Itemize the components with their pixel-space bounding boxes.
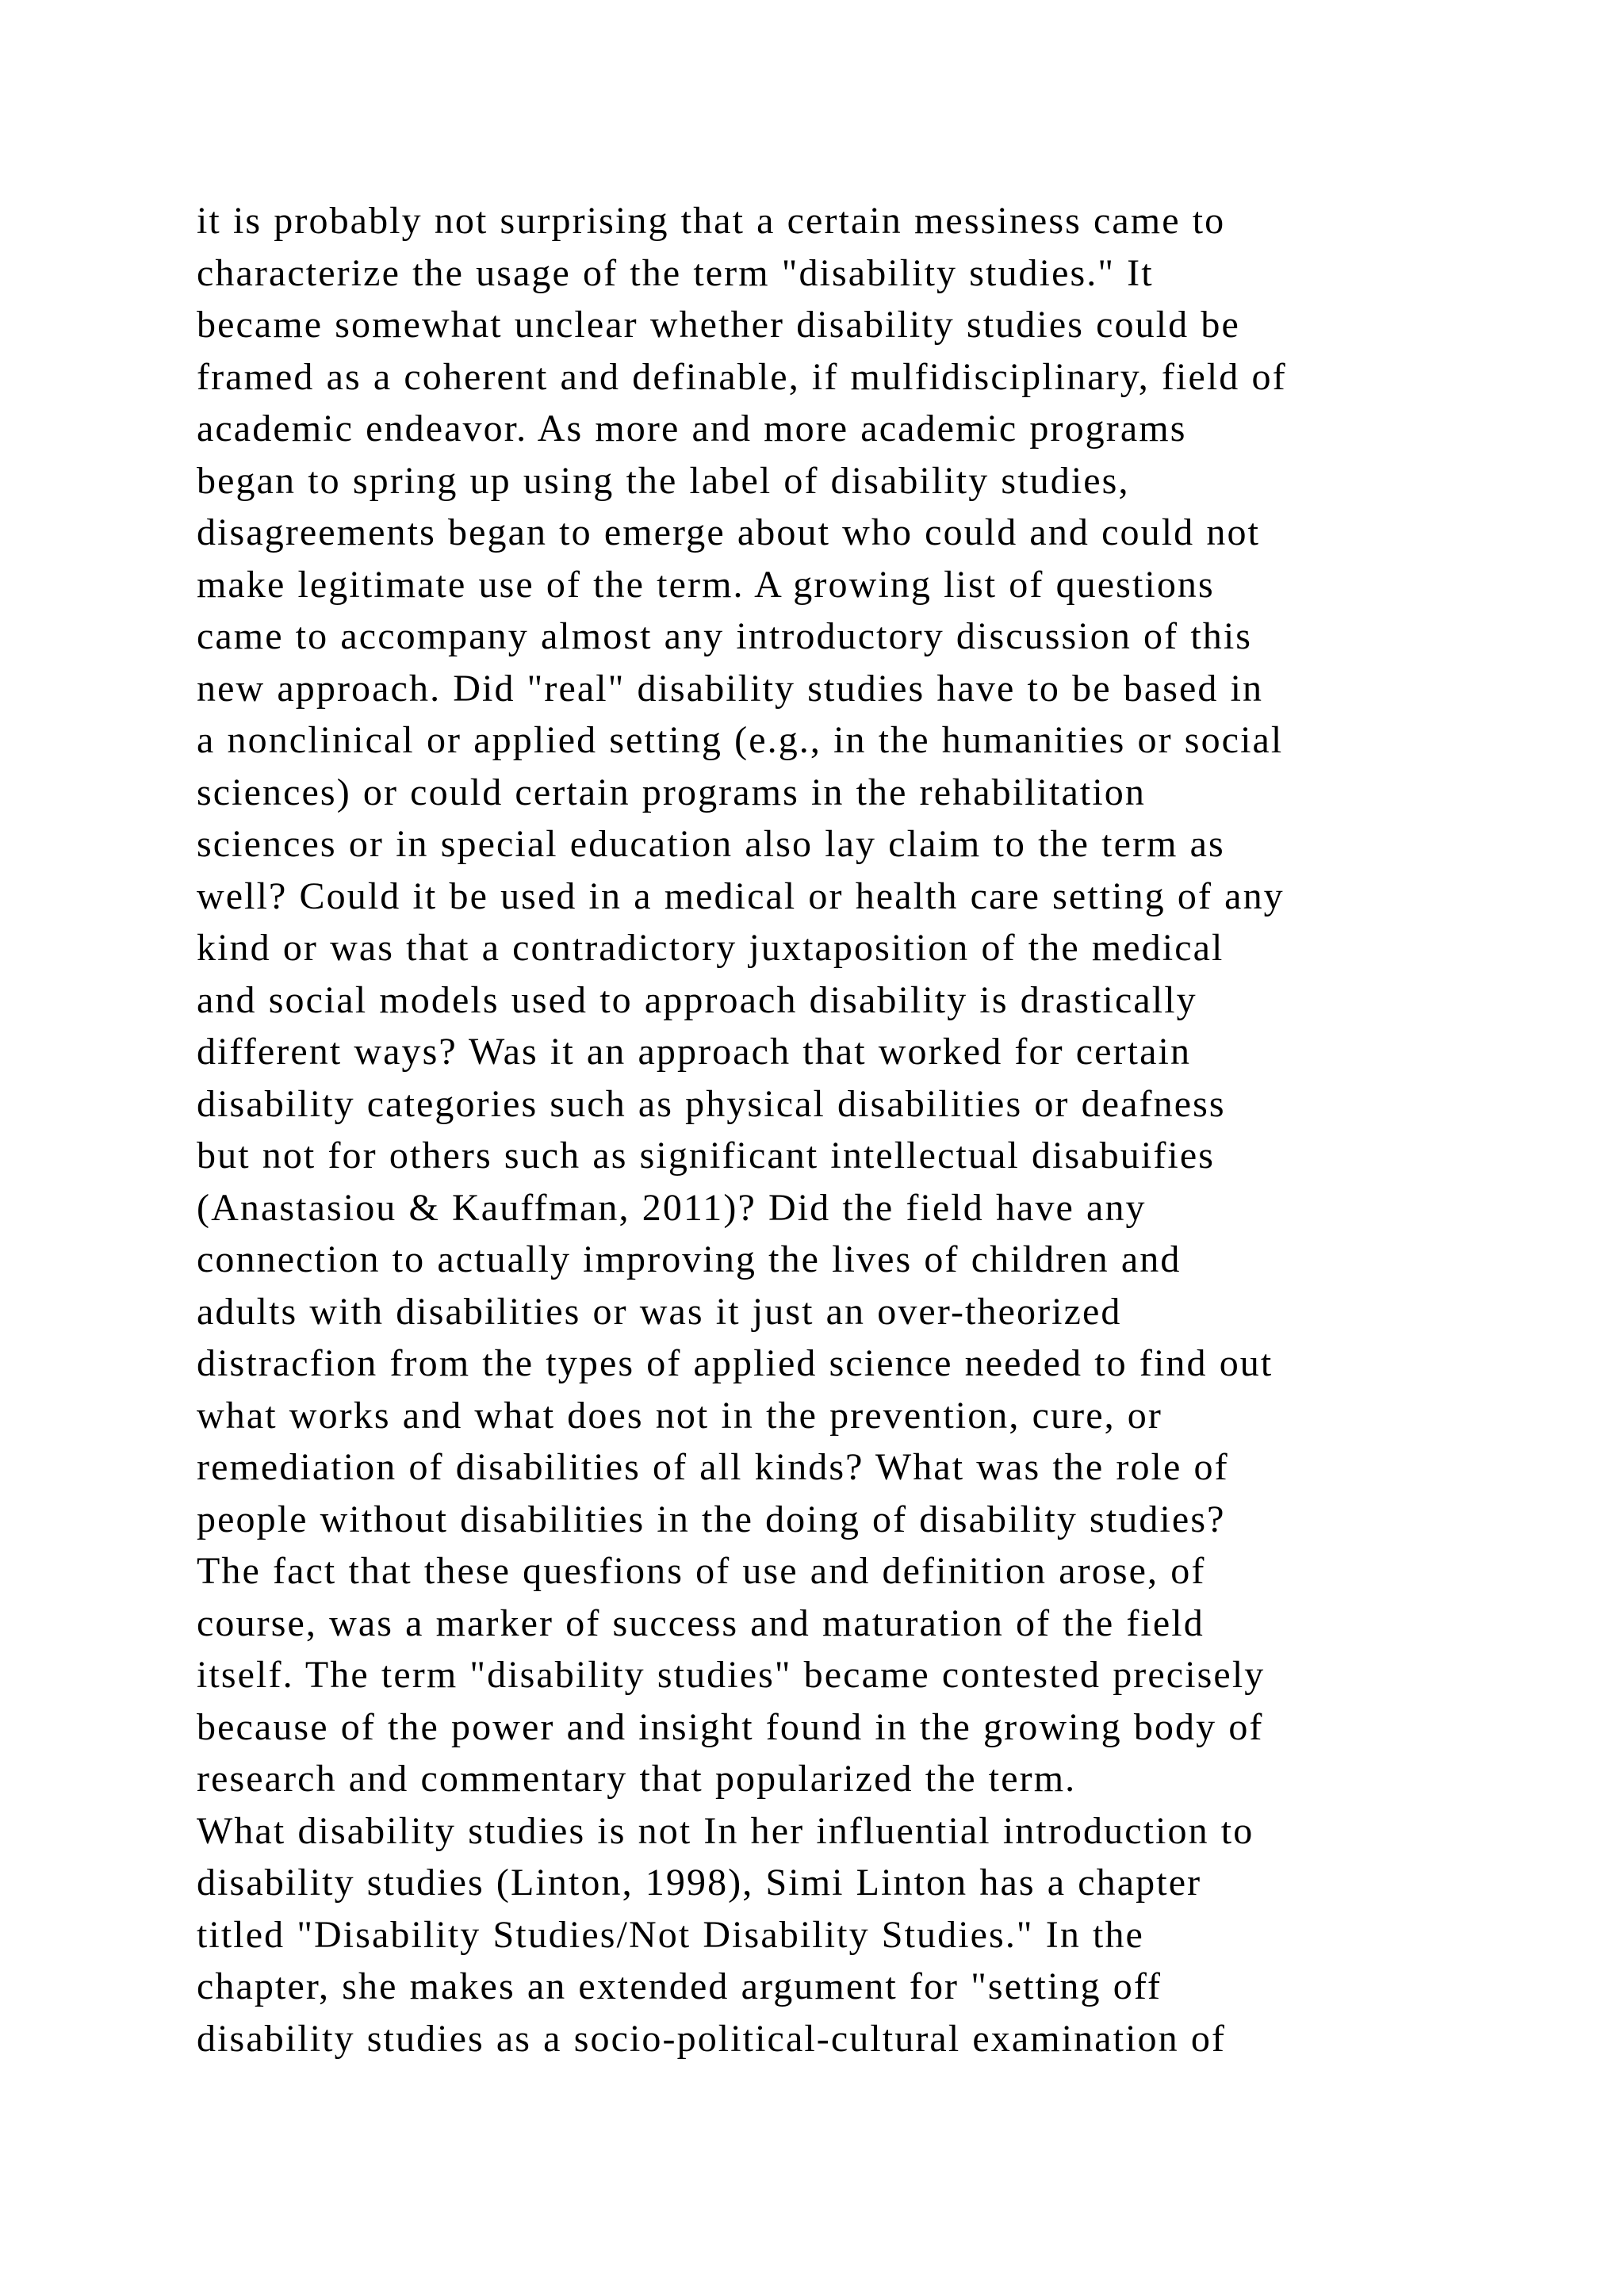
text-line: sciences or in special education also lay claim to the term as xyxy=(197,823,1225,865)
text-line: make legitimate use of the term. A growing list of questions xyxy=(197,563,1215,606)
text-line: well? Could it be used in a medical or health care setting of any xyxy=(197,874,1285,917)
text-line: became somewhat unclear whether disability studies could be xyxy=(197,304,1240,346)
text-line: disability studies as a socio-political-cultural examination of xyxy=(197,2017,1227,2060)
text-line: titled "Disability Studies/Not Disability Studies." In the xyxy=(197,1913,1144,1956)
body-text xyxy=(197,195,1529,2064)
text-line: a nonclinical or applied setting (e.g., in the humanities or social xyxy=(197,719,1284,761)
text-line: academic endeavor. As more and more academic programs xyxy=(197,408,1187,450)
text-line: itself. The term "disability studies" became contested precisely xyxy=(197,1654,1266,1696)
text-line: kind or was that a contradictory juxtaposition of the medical xyxy=(197,927,1224,969)
text-line: course, was a marker of success and maturation of the field xyxy=(197,1601,1205,1644)
text-line: came to accompany almost any introductory discussion of this xyxy=(197,615,1253,657)
text-line: disagreements began to emerge about who could and could not xyxy=(197,511,1261,553)
text-line: because of the power and insight found in the growing body of xyxy=(197,1705,1264,1748)
text-line: different ways? Was it an approach that worked for certain xyxy=(197,1031,1192,1073)
text-line: The fact that these quesfions of use and definition arose, of xyxy=(197,1550,1206,1592)
text-line: framed as a coherent and definable, if mulfidisciplinary, field of xyxy=(197,355,1287,398)
text-line: research and commentary that popularized the term. xyxy=(197,1758,1077,1800)
text-line: connection to actually improving the lives of children and xyxy=(197,1238,1182,1280)
text-line: remediation of disabilities of all kinds? What was the role of xyxy=(197,1446,1229,1488)
text-line: what works and what does not in the prevention, cure, or xyxy=(197,1394,1162,1437)
section-heading-line: What disability studies is not In her influential introduction to xyxy=(197,1809,1254,1852)
text-line: chapter, she makes an extended argument for "setting off xyxy=(197,1965,1162,2007)
text-line: distracfion from the types of applied science needed to find out xyxy=(197,1342,1274,1384)
text-line: adults with disabilities or was it just an over-theorized xyxy=(197,1290,1122,1333)
text-line: disability categories such as physical disabilities or deafness xyxy=(197,1082,1226,1125)
text-line: and social models used to approach disability is drastically xyxy=(197,978,1197,1021)
text-line: characterize the usage of the term "disability studies." It xyxy=(197,251,1154,294)
text-line: people without disabilities in the doing of disability studies? xyxy=(197,1498,1226,1540)
text-line: sciences) or could certain programs in the rehabilitation xyxy=(197,771,1146,813)
text-line: (Anastasiou & Kauffman, 2011)? Did the field have any xyxy=(197,1186,1147,1229)
text-line: began to spring up using the label of disability studies, xyxy=(197,459,1130,502)
text-line: new approach. Did "real" disability studies have to be based in xyxy=(197,667,1264,710)
text-line: disability studies (Linton, 1998), Simi Linton has a chapter xyxy=(197,1862,1202,1904)
text-line: but not for others such as significant intellectual disabuifies xyxy=(197,1135,1216,1177)
text-line: it is probably not surprising that a certain messiness came to xyxy=(197,200,1226,242)
